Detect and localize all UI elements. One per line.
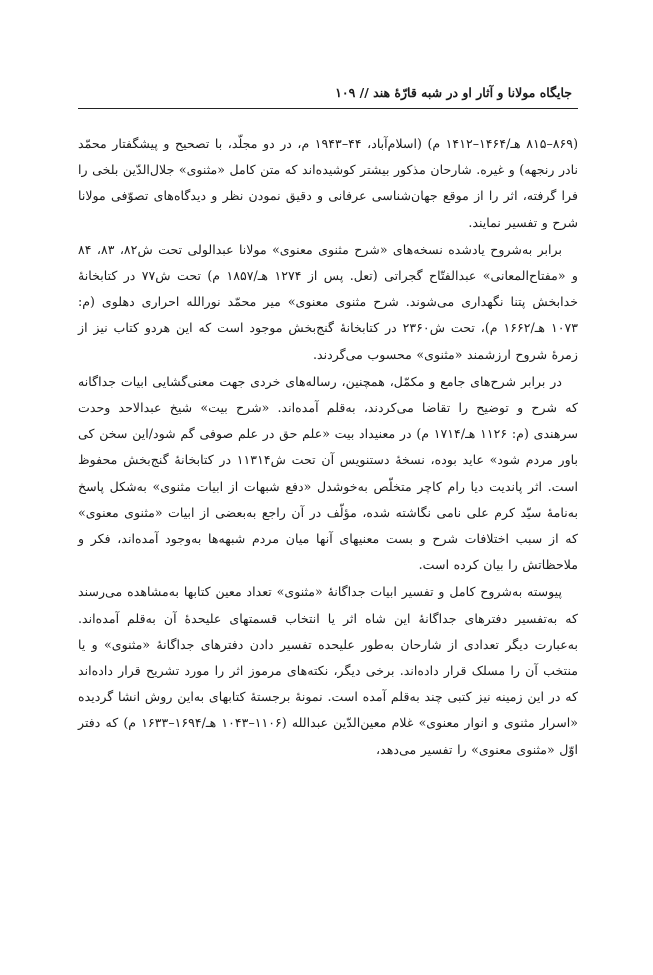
- document-page: [78, 82, 578, 962]
- body-text: [78, 131, 578, 763]
- paragraph-1: (۸۶۹–۸۱۵ هـ/۱۴۶۴–۱۴۱۲ م) (اسلام‌آباد، ۴۴–۱۹۴۳ م، در دو مجلّد، با تصحیح و پیشگفتار محمّد نادر رنجهه) و غیره. شارحان مذکور بیشتر کوشیده‌اند که متن کامل «مثنوی» جلال‌الدّین بلخی را فرا گرفته، اثر را از موقع جهان‌شناسی عرفانی و دقیق نمودن نظر و دیدگاه‌های تصوّفی مولانا شرح و تفسیر نمایند.: [77, 136, 578, 230]
- running-header: [78, 82, 578, 109]
- running-title: جایگاه مولانا و آثار او در شبه قارّهٔ هند // ۱۰۹: [335, 85, 572, 100]
- paragraph-2: برابر به‌شروح یادشده نسخه‌های «شرح مثنوی معنوی» مولانا عبدالولی تحت ش۸۲، ۸۳، ۸۴ و «مفتاح‌المعانی» عبدالفتّاح گجراتی (تعل. پس از ۱۲۷۴ هـ/۱۸۵۷ م) تحت ش۷۷ در کتابخانهٔ خدابخش پتنا نگهداری می‌شوند. شرح مثنوی معنوی» میر محمّد نورالله احراری دهلوی (م: ۱۰۷۳ هـ/۱۶۶۲ م)، تحت ش۲۳۶۰ در کتابخانهٔ گنج‌بخش موجود است که این هردو کتاب نیز از زمرهٔ شروح ارزشمند «مثنوی» محسوب می‌گردند.: [78, 241, 579, 362]
- paragraph-3: در برابر شرح‌های جامع و مکمّل، همچنین، رساله‌های خردی جهت معنی‌گشایی ابیات جداگانه که شرح و توضیح را تقاضا می‌کردند، به‌قلم آمده‌اند. «شرح بیت» شیخ عبدالاحد وحدت سرهندی (م: ۱۱۲۶ هـ/۱۷۱۴ م) در معنیداد بیت «علم حق در علم صوفی گم شود/این سخن کی باور مردم شود» عاید بوده، نسخهٔ دستنویس آن تحت ش۱۱۳۱۴ در کتابخانهٔ گنج‌بخش محفوظ است. اثر پاندیت دیا رام کاچر متخلّص به‌خوشدل «دفع شبهات از ابیات مثنوی» به‌شکل پاسخ به‌نامهٔ سیّد کرم علی نامی نگاشته شده، مؤلّف در آن راجع به‌بعضی از ابیات «مثنوی معنوی» که از سبب اختلافات شرح و بست معنیهای آنها میان مردم شبهه‌ها به‌وجود آمده‌اند، فکر و ملاحظاتش را بیان کرده است.: [78, 373, 578, 573]
- paragraph-4: پیوسته به‌شروح کامل و تفسیر ابیات جداگانهٔ «مثنوی» تعداد معین کتابها به‌مشاهده می‌رسند که به‌تفسیر دفترهای جداگانهٔ این شاه اثر یا انتخاب قسمتهای علیحدهٔ آن به‌قلم آمده‌اند. به‌عبارت دیگر تعدادی از شارحان به‌طور علیحده تفسیر دادن دفترهای جداگانهٔ «مثنوی» و یا منتخب آن را مسلک قرار داده‌اند. برخی دیگر، نکته‌های مرموز اثر را مورد تشریح قرار داده‌اند که در این زمینه نیز کتبی چند به‌قلم آمده است. نمونهٔ برجستهٔ کتابهای به‌این روش انشا گردیده «اسرار مثنوی و انوار معنوی» غلام معین‌الدّین عبدالله (۱۱۰۶–۱۰۴۳ هـ/۱۶۹۴–۱۶۳۳ م) که دفتر اوّل «مثنوی معنوی» را تفسیر می‌دهد،: [78, 584, 578, 757]
